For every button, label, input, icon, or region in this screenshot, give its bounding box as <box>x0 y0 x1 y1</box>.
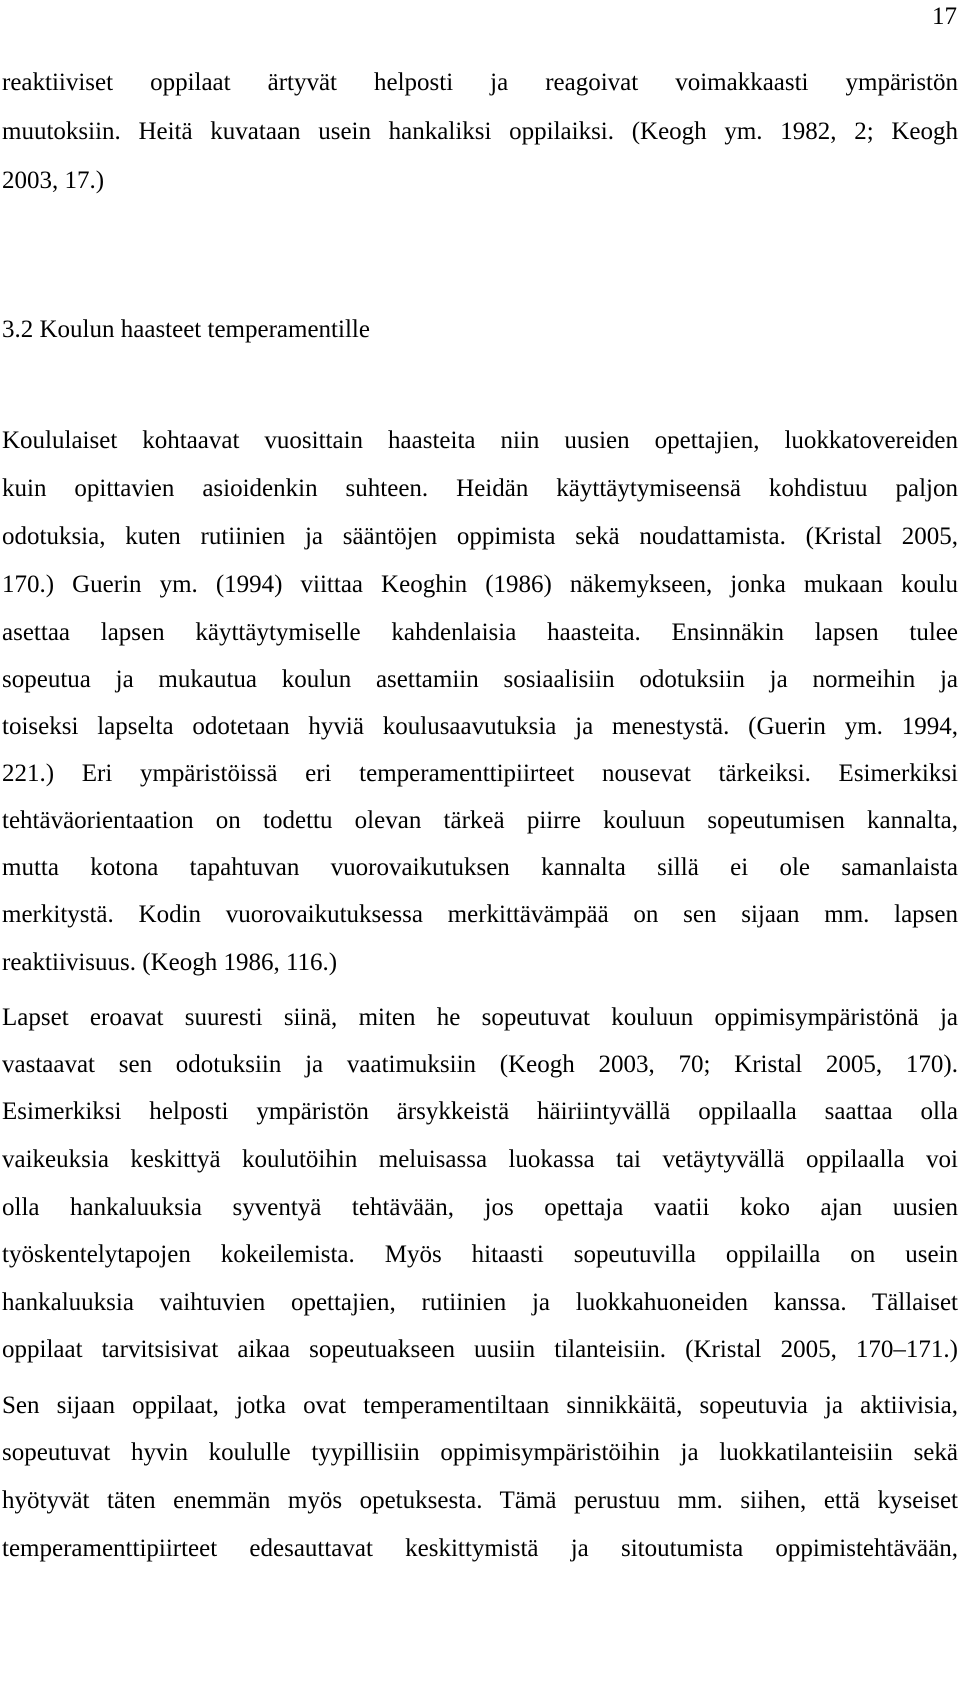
page-number: 17 <box>932 3 957 30</box>
text-line: asettaa lapsen käyttäytymiselle kahdenlaisia haasteita. Ensinnäkin lapsen tulee <box>2 619 958 646</box>
text-line: temperamenttipiirteet edesauttavat keskittymistä ja sitoutumista oppimistehtävään, <box>2 1535 958 1562</box>
text-line: sopeutuvat hyvin koululle tyypillisiin oppimisympäristöihin ja luokkatilanteisiin sekä <box>2 1439 958 1466</box>
section-heading: 3.2 Koulun haasteet temperamentille <box>2 316 370 343</box>
text-line: vastaavat sen odotuksiin ja vaatimuksiin (Keogh 2003, 70; Kristal 2005, 170). <box>2 1051 958 1078</box>
text-line: sopeutua ja mukautua koulun asettamiin sosiaalisiin odotuksiin ja normeihin ja <box>2 666 958 693</box>
text-line: 2003, 17.) <box>2 167 105 194</box>
text-line: oppilaat tarvitsisivat aikaa sopeutuakseen uusiin tilanteisiin. (Kristal 2005, 170–171.) <box>2 1336 958 1363</box>
text-line: 221.) Eri ympäristöissä eri temperamenttipiirteet nousevat tärkeiksi. Esimerkiksi <box>2 760 958 787</box>
text-line: Sen sijaan oppilaat, jotka ovat temperamentiltaan sinnikkäitä, sopeutuvia ja aktiivisia, <box>2 1392 958 1419</box>
text-line: työskentelytapojen kokeilemista. Myös hitaasti sopeutuvilla oppilailla on usein <box>2 1241 958 1268</box>
text-line: toiseksi lapselta odotetaan hyviä koulusaavutuksia ja menestystä. (Guerin ym. 1994, <box>2 713 958 740</box>
text-line: Esimerkiksi helposti ympäristön ärsykkeistä häiriintyvällä oppilaalla saattaa olla <box>2 1098 958 1125</box>
text-line: tehtäväorientaation on todettu olevan tärkeä piirre kouluun sopeutumisen kannalta, <box>2 807 958 834</box>
text-line: reaktiivisuus. (Keogh 1986, 116.) <box>2 949 338 976</box>
text-line: mutta kotona tapahtuvan vuorovaikutuksen kannalta sillä ei ole samanlaista <box>2 854 958 881</box>
text-line: reaktiiviset oppilaat ärtyvät helposti ja reagoivat voimakkaasti ympäristön <box>2 69 958 96</box>
text-line: 170.) Guerin ym. (1994) viittaa Keoghin (1986) näkemykseen, jonka mukaan koulu <box>2 571 958 598</box>
text-line: kuin opittavien asioidenkin suhteen. Heidän käyttäytymiseensä kohdistuu paljon <box>2 475 958 502</box>
text-line: olla hankaluuksia syventyä tehtävään, jos opettaja vaatii koko ajan uusien <box>2 1194 958 1221</box>
text-line: merkitystä. Kodin vuorovaikutuksessa merkittävämpää on sen sijaan mm. lapsen <box>2 901 958 928</box>
text-line: Koululaiset kohtaavat vuosittain haasteita niin uusien opettajien, luokkatovereiden <box>2 427 958 454</box>
text-line: vaikeuksia keskittyä koulutöihin meluisassa luokassa tai vetäytyvällä oppilaalla voi <box>2 1146 958 1173</box>
text-line: odotuksia, kuten rutiinien ja sääntöjen oppimista sekä noudattamista. (Kristal 2005, <box>2 523 958 550</box>
text-line: Lapset eroavat suuresti siinä, miten he sopeutuvat kouluun oppimisympäristönä ja <box>2 1004 958 1031</box>
text-line: hankaluuksia vaihtuvien opettajien, rutiinien ja luokkahuoneiden kanssa. Tällaiset <box>2 1289 958 1316</box>
text-line: hyötyvät täten enemmän myös opetuksesta. Tämä perustuu mm. siihen, että kyseiset <box>2 1487 958 1514</box>
text-line: muutoksiin. Heitä kuvataan usein hankaliksi oppilaiksi. (Keogh ym. 1982, 2; Keogh <box>2 118 958 145</box>
